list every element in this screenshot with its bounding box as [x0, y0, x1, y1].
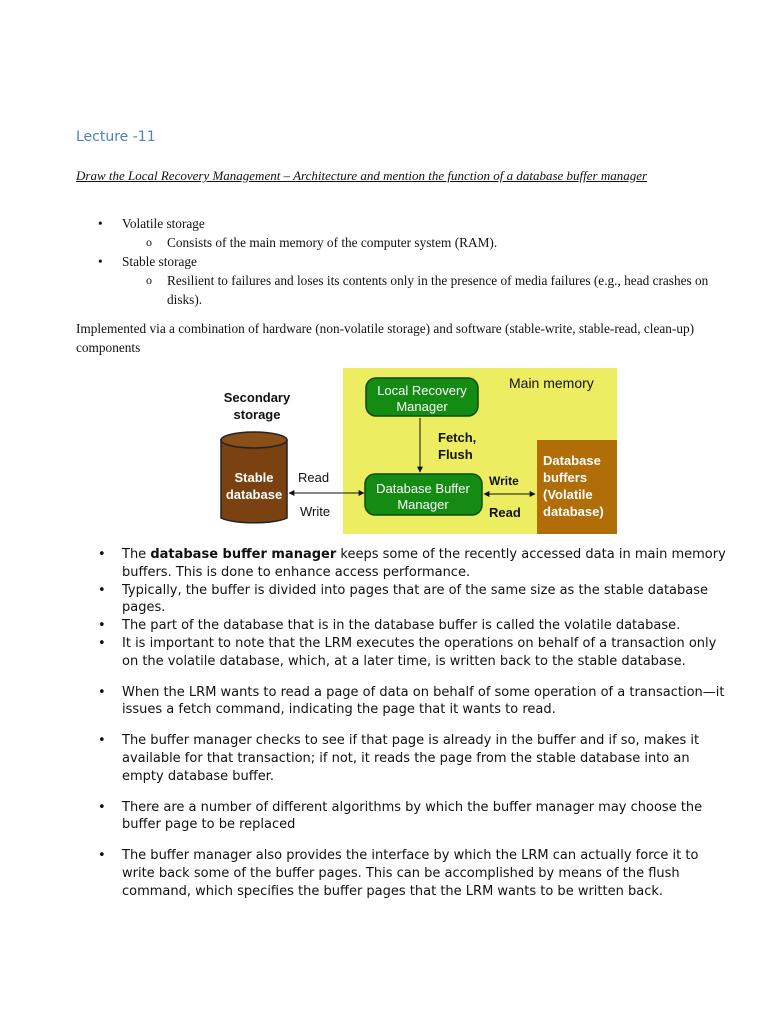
buffer-manager-points [98, 546, 728, 901]
sub-list-item: o Resilient to failures and loses its contents only in the presence of media failures (e.g., head crashes on disks). [122, 271, 728, 309]
point-text: keeps some of the recently accessed data in main memory buffers. This is done to enhance access performance. [122, 547, 726, 580]
list-item [98, 546, 728, 582]
lecture-heading: Lecture -11 [76, 129, 156, 145]
buffers-label-2: buffers [543, 470, 588, 485]
volatile-storage-label: Volatile storage [122, 216, 205, 231]
flush-label: Flush [438, 447, 473, 462]
write-left-label: Write [300, 504, 331, 519]
write-right-label: Write [489, 474, 519, 488]
read-right-label: Read [489, 505, 521, 520]
list-item: • The buffer manager checks to see if that page is already in the buffer and if so, makes it available for that transaction; if not, it reads the page from the stable database into an empty database buffer. [98, 732, 728, 785]
lrm-architecture-diagram [206, 360, 630, 538]
read-left-label: Read [298, 470, 330, 485]
stable-database-label-2: database [225, 487, 283, 502]
list-item: • The buffer manager also provides the interface by which the LRM can actually force it to write back some of the buffer pages. This can be accomplished by means of the flush command, which specifies the buffer pages that the LRM wants to be written back. [98, 847, 728, 900]
stable-storage-label: Stable storage [122, 254, 197, 269]
buffer-manager-label: Database Buffer [376, 481, 470, 496]
intro-paragraph: Implemented via a combination of hardware (non-volatile storage) and software (stable-write, stable-read, clean-up) components [76, 321, 695, 355]
buffers-label-3: (Volatile [543, 487, 593, 502]
bold-term: database buffer manager [150, 547, 337, 562]
list-item: • The part of the database that is in the database buffer is called the volatile database. [98, 617, 728, 635]
buffer-manager-label-2: Manager [397, 497, 449, 512]
list-item: • It is important to note that the LRM executes the operations on behalf of a transaction only on the volatile database, which, at a later time, is written back to the stable database. [98, 635, 728, 671]
secondary-storage-label: Secondary [223, 390, 291, 405]
lrm-label: Local Recovery [377, 383, 467, 398]
sub-list-item: o Consists of the main memory of the computer system (RAM). [122, 233, 728, 252]
buffers-label-4: database) [543, 504, 604, 519]
list-item [98, 214, 728, 252]
list-item: • There are a number of different algorithms by which the buffer manager may choose the buffer page to be replaced [98, 799, 728, 835]
storage-list [98, 214, 728, 309]
question-text: Draw the Local Recovery Management – Architecture and mention the function of a database buffer manager [76, 168, 648, 183]
secondary-storage-label-2: storage [233, 407, 281, 422]
list-item: • Typically, the buffer is divided into pages that are of the same size as the stable database pages. [98, 582, 728, 618]
list-item: • When the LRM wants to read a page of data on behalf of some operation of a transaction—it issues a fetch command, indicating the page that it wants to read. [98, 684, 728, 720]
list-item [98, 252, 728, 309]
fetch-label: Fetch, [438, 430, 477, 445]
buffers-label: Database [543, 453, 601, 468]
point-text: The [122, 547, 151, 562]
lrm-label-2: Manager [396, 399, 448, 414]
main-memory-label: Main memory [509, 375, 594, 391]
stable-database-label: Stable [234, 470, 274, 485]
